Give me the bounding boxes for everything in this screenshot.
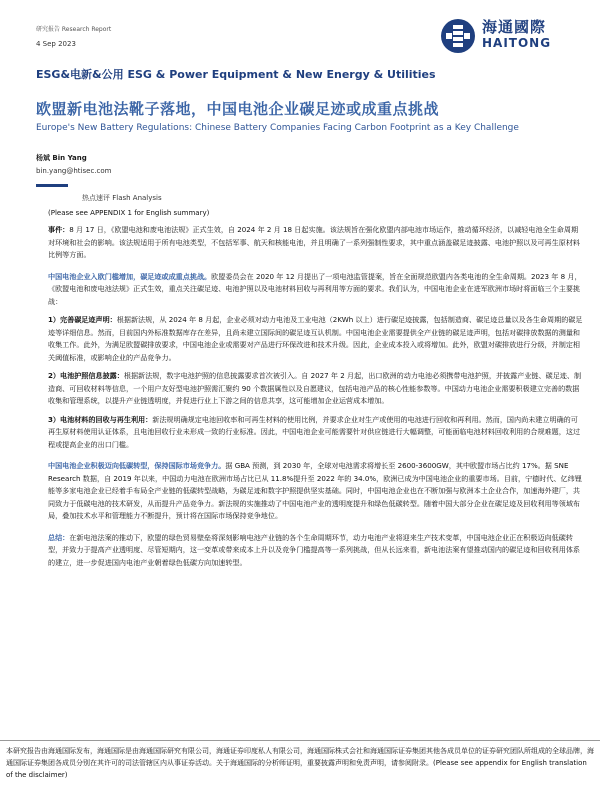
- challenge-paragraph: [48, 271, 583, 309]
- report-body: [48, 224, 583, 575]
- haitong-logo-icon: [440, 18, 476, 54]
- headline-cn: 欧盟新电池法靴子落地，中国电池企业碳足迹或成重点挑战: [36, 100, 440, 118]
- transition-lead: 中国电池企业积极迈向低碳转型，保持国际市场竞争力。: [48, 461, 226, 470]
- report-type: 研究报告 Research Report: [36, 26, 112, 33]
- summary-paragraph: [48, 532, 583, 570]
- haitong-logo: [440, 16, 590, 56]
- carbon-footprint-lead: 1）完善碳足迹声明：: [48, 315, 117, 324]
- event-paragraph: [48, 224, 583, 262]
- footer-divider: [0, 740, 600, 741]
- battery-passport-text: 根据新法规，数字电池护照的信息披露要求首次被引入。自 2027 年 2 月起，出口欧洲的动力电池必须携带电池护照，并披露产业链、碳足迹、制造商、可回收材料等信息，一个用户友好型电池护照需汇聚约 90 个数据属性以及自愿建议，包括电池产品的核心性能参数等。中国动力电池企业需要积极建立完善的数据收集和管理系统，以提升产业链透明度，并促进行业上下游之间的信息共享，这可能增加企业运营成本增加。: [48, 371, 582, 405]
- summary-text: 在新电池法案的推动下，欧盟的绿色贸易壁垒将深刻影响电池产业链的各个生命周期环节，动力电池产业将迎来生产技术变革，中国电池企业正在积极迈向低碳转型，并致力于提高产业透明度、尽管短期内，这一变革或带来成本上升以及竞争门槛提高等一系列挑战，但从长远来看，新电池法案有望推动国内的碳足迹和回收利用体系的建立，进一步促进国内电池产业朝着绿色低碳方向加速转型。: [48, 532, 581, 567]
- transition-paragraph: [48, 460, 583, 523]
- author-name: 杨斌 Bin Yang: [36, 154, 87, 162]
- tag-note: (Please see APPENDIX 1 for English summary): [48, 209, 210, 217]
- carbon-footprint-paragraph: [48, 314, 583, 364]
- battery-passport-lead: 2）电池护照信息披露：: [48, 371, 124, 380]
- transition-text: 据 GBA 预测，到 2030 年，全球对电池需求将增长至 2600-3600GW，其中欧盟市场占比约 17%。据 SNE Research 数据，自 2019 年以来，中国动力电池在欧洲市场占比已从 11.8%提升至 2022 年的 34.0%，欧洲已成为中国电池企业的重要市场。目前，宁德时代、亿纬锂能等多家电池企业已经着手布局全产业链的低碳转型战略，为碳足迹和数字护照提供坚实基础。同时，中国电池企业也在不断加强与欧洲本土企业合作，加速海外建厂，共同致力于低碳电池的技术研发，从而提升产品竞争力。新法规的实施推动了中国电池产业的透明度提升和绿色低碳转型。随着中国大部分企业在碳足迹及回收利用等领域布局，叠加技术水平和管理能力不断提升，预计将在国际市场保持竞争地位。: [48, 461, 582, 520]
- battery-passport-paragraph: [48, 370, 583, 408]
- tag-bar: [36, 184, 68, 187]
- headline-en: Europe's New Battery Regulations: Chinese Battery Companies Facing Carbon Footprint as a Key Challenge: [36, 123, 519, 133]
- challenge-text: 欧盟委员会在 2020 年 12 月提出了一项电池监管提案，旨在全面规范欧盟内各类电池的全生命周期。2023 年 8 月，《欧盟电池和废电池法规》正式生效，重点关注碳足迹、电池护照以及电池材料回收与再利用等方面的要求。我们认为，中国电池企业在进军欧洲市场时将面临三个主要挑战：: [48, 271, 582, 306]
- recycling-text: 新法规明确规定电池回收率和可再生材料的使用比例，并要求企业对生产或使用的电池进行回收和再利用。然而，国内尚未建立明确的可再生原材料使用认证体系，且电池回收行业未形成一致的行业标准。因此，中国电池企业可能需要针对供应链进行大幅调整，可能面临电池材料回收利用的合规难题，这过程或提高企业的出口门槛。: [48, 414, 581, 449]
- recycling-paragraph: [48, 414, 583, 452]
- report-date: 4 Sep 2023: [36, 40, 76, 48]
- logo-text-cn: 海通國際: [482, 18, 547, 36]
- carbon-footprint-text: 根据新法规，从 2024 年 8 月起，企业必须对动力电池及工业电池（2KWh 以上）进行碳足迹披露，包括制造商、碳足迹总量以及各生命周期的碳足迹等详细信息。然而，目前国内外标准数据库存在差异，且尚未建立国际间的碳足迹互认机制。中国电池企业需要提供全产业链的碳足迹声明，包括对碳排放数据的测量和收集工作。此外，为满足欧盟碳排放要求，中国电池企业或需要对产品进行环保改进和技术升级。因此，企业成本投入或将增加。此外，欧盟对碳排放进行分级，并制定相关阈值标准，或影响企业的产品竞争力。: [48, 315, 583, 362]
- challenge-lead: 中国电池企业入欧门槛增加，碳足迹或成重点挑战。: [48, 271, 212, 281]
- footer-disclaimer: 本研究报告由海通国际发布，海通国际是由海通国际研究有限公司，海通证券印度私人有限公司，海通国际株式会社和海通国际证券集团其他各成员单位的证券研究团队所组成的全球品牌，海通国际证券集团各成员分别在其许可的司法管辖区内从事证券活动。关于海通国际的分析师证明，重要披露声明和免责声明，请参阅附录。(Please see appendix for English translation of the disclaimer): [6, 747, 594, 779]
- event-lead: 事件：: [48, 225, 70, 234]
- tag-label: 热点速评 Flash Analysis: [82, 194, 162, 202]
- summary-lead: 总结：: [48, 532, 70, 542]
- recycling-lead: 3）电池材料的回收与再生利用：: [48, 414, 153, 424]
- author-email[interactable]: bin.yang@htisec.com: [36, 167, 112, 175]
- logo-text-en: HAITONG: [482, 36, 552, 50]
- event-text: 8 月 17 日，《欧盟电池和废电池法规》正式生效，自 2024 年 2 月 18 日起实施。该法规旨在强化欧盟内部电池市场运作，推动循环经济，以减轻电池全生命周期对环境和社会的影响。该法规适用于所有电池类型，不包括军事、航天和核能电池，并且明确了一系列强制性要求，其中重点涵盖碳足迹披露、电池护照以及可再生原材料比例等方面。: [48, 225, 581, 259]
- sector-title: ESG&电新&公用 ESG & Power Equipment & New Energy & Utilities: [36, 68, 436, 81]
